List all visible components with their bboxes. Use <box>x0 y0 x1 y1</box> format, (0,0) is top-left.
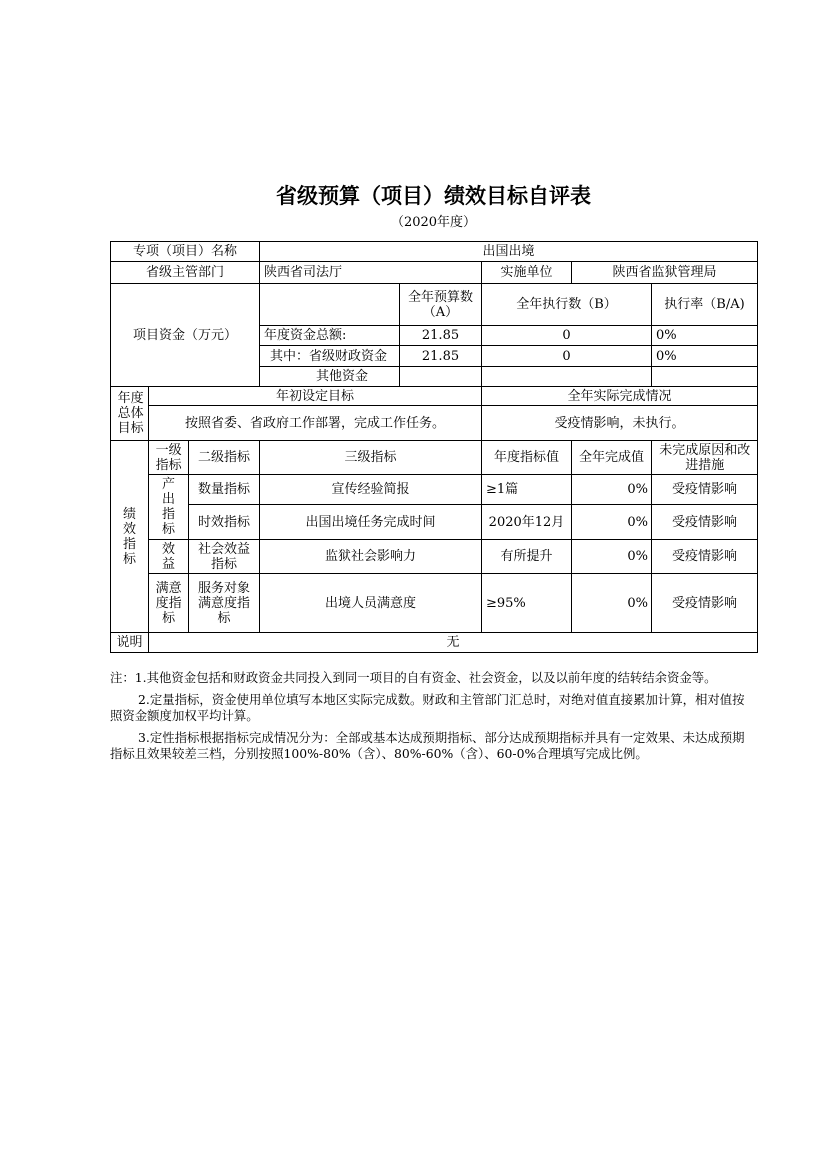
note-3-line-1: 3.定性指标根据指标完成情况分为：全部或基本达成预期指标、部分达成预期指标并具有一定效果、未达成预期 <box>138 730 745 745</box>
level2-label: 数量指标 <box>189 475 260 505</box>
indicator-row <box>111 540 758 574</box>
indicators-header-row <box>111 441 758 475</box>
notes-prefix: 注： <box>110 670 135 685</box>
funds-row-budget: 21.85 <box>400 326 482 346</box>
goals-content-row <box>111 406 758 441</box>
level3-label: 宣传经验简报 <box>260 475 482 505</box>
indicator-row <box>111 505 758 540</box>
reason-text: 受疫情影响 <box>652 475 758 505</box>
funds-header-budget: 全年预算数（A） <box>407 289 473 320</box>
funds-row-rate: 0% <box>652 346 758 367</box>
funds-header-row <box>111 284 758 326</box>
header-level1: 一级指标 <box>155 442 182 473</box>
header-level2: 二级指标 <box>189 441 260 475</box>
annual-goal-label-cell <box>111 387 149 441</box>
note-1-line-1 <box>110 670 770 686</box>
target-value: 有所提升 <box>482 540 572 574</box>
funds-header-budget-cell <box>400 284 482 326</box>
level2-label: 时效指标 <box>189 505 260 540</box>
indicator-row <box>111 574 758 633</box>
header-target: 年度指标值 <box>482 441 572 475</box>
header-level3: 三级指标 <box>260 441 482 475</box>
actual-result-text: 受疫情影响，未执行。 <box>482 406 758 441</box>
planned-goal-header: 年初设定目标 <box>149 387 482 406</box>
indicators-label: 绩效指标 <box>122 506 136 567</box>
level2-cell <box>189 574 260 633</box>
note-3-line-2: 指标且效果较差三档，分别按照100%-80%（含）、80%-60%（含）、60-0%合理填写完成比例。 <box>110 746 648 761</box>
project-name-value: 出国出境 <box>260 242 758 262</box>
department-label: 省级主管部门 <box>111 262 260 284</box>
actual-value: 0% <box>572 475 652 505</box>
level3-label: 出境人员满意度 <box>260 574 482 633</box>
actual-value: 0% <box>572 574 652 633</box>
funds-row-label: 其他资金 <box>260 367 400 387</box>
department-row <box>111 262 758 284</box>
funds-row-rate <box>652 367 758 387</box>
target-value: ≥95% <box>482 574 572 633</box>
header-reason-cell <box>652 441 758 475</box>
level2-cell <box>189 540 260 574</box>
note-2-line-1: 2.定量指标，资金使用单位填写本地区实际完成数。财政和主管部门汇总时，对绝对值直接累加计算，相对值按 <box>138 692 745 707</box>
remarks-label: 说明 <box>111 633 149 653</box>
header-reason: 未完成原因和改进措施 <box>659 442 751 473</box>
reason-text: 受疫情影响 <box>652 574 758 633</box>
department-value: 陕西省司法厅 <box>260 262 482 284</box>
funds-row-label: 年度资金总额: <box>260 326 400 346</box>
note-3 <box>110 730 770 762</box>
level2-label: 社会效益指标 <box>197 541 250 572</box>
goals-header-row <box>111 387 758 406</box>
indicators-label-cell <box>111 441 149 633</box>
note-1 <box>110 670 770 686</box>
funds-header-blank <box>260 284 400 326</box>
notes <box>110 670 770 762</box>
target-value: 2020年12月 <box>482 505 572 540</box>
actual-value: 0% <box>572 540 652 574</box>
annual-goal-label: 年度总体目标 <box>117 391 144 436</box>
project-name-label: 专项（项目）名称 <box>111 242 260 262</box>
level1-cell <box>149 540 189 574</box>
implementing-unit-value: 陕西省监狱管理局 <box>572 262 758 284</box>
actual-result-header: 全年实际完成情况 <box>482 387 758 406</box>
actual-value: 0% <box>572 505 652 540</box>
level1-label: 产出指标 <box>161 477 175 537</box>
header-level1-cell <box>149 441 189 475</box>
level3-label: 监狱社会影响力 <box>260 540 482 574</box>
note-2-line-2: 照资金额度加权平均计算。 <box>110 708 259 723</box>
funds-row-budget <box>400 367 482 387</box>
level3-label: 出国出境任务完成时间 <box>260 505 482 540</box>
level1-cell <box>149 475 189 540</box>
funds-label: 项目资金（万元） <box>111 284 260 387</box>
reason-text: 受疫情影响 <box>652 505 758 540</box>
funds-row-rate: 0% <box>652 326 758 346</box>
level1-label: 满意度指标 <box>155 580 182 626</box>
funds-header-rate: 执行率（B/A) <box>652 284 758 326</box>
level2-label: 服务对象满意度指标 <box>197 580 250 626</box>
project-name-row <box>111 242 758 262</box>
indicator-row <box>111 475 758 505</box>
note-2 <box>110 692 770 724</box>
page-subtitle: （2020年度） <box>390 215 477 230</box>
planned-goal-text: 按照省委、省政府工作部署，完成工作任务。 <box>149 406 482 441</box>
implementing-unit-label: 实施单位 <box>482 262 572 284</box>
reason-text: 受疫情影响 <box>652 540 758 574</box>
funds-row-label: 其中：省级财政资金 <box>260 346 400 367</box>
evaluation-table <box>110 241 758 653</box>
remarks-row <box>111 633 758 653</box>
level1-label: 效益 <box>161 541 175 572</box>
note-1-text: 1.其他资金包括和财政资金共同投入到同一项目的自有资金、社会资金，以及以前年度的结转结余资金等。 <box>134 670 717 685</box>
level1-cell <box>149 574 189 633</box>
funds-row-executed <box>482 367 652 387</box>
remarks-value: 无 <box>149 633 758 653</box>
funds-row-budget: 21.85 <box>400 346 482 367</box>
funds-row-executed: 0 <box>482 346 652 367</box>
funds-header-executed: 全年执行数（B） <box>482 284 652 326</box>
target-value: ≥1篇 <box>482 475 572 505</box>
header-actual: 全年完成值 <box>572 441 652 475</box>
funds-row-executed: 0 <box>482 326 652 346</box>
page-title: 省级预算（项目）绩效目标自评表 <box>276 183 591 208</box>
